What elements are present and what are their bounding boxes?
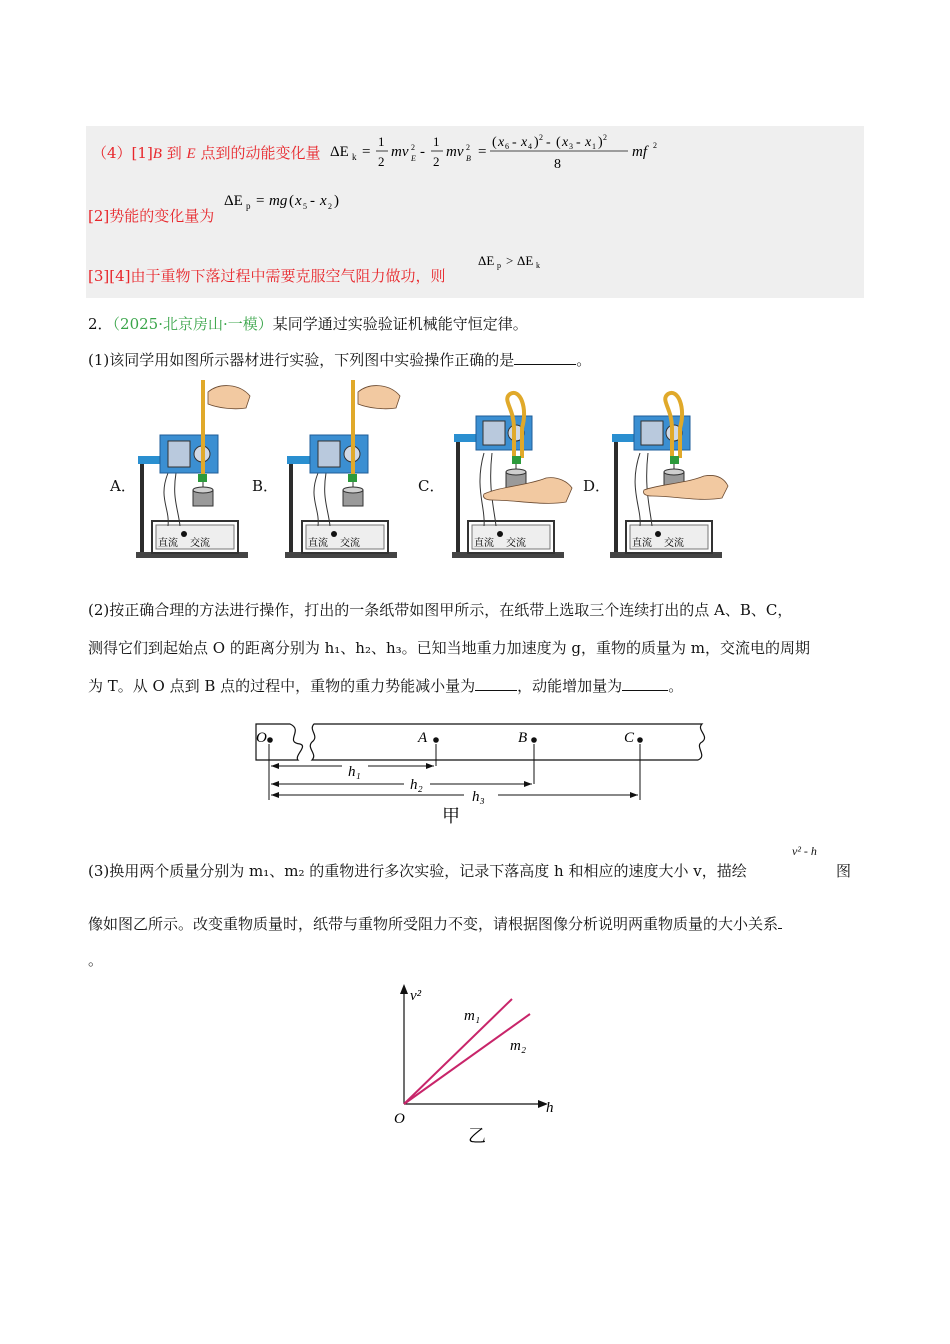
svg-text:x: x	[498, 135, 505, 150]
svg-text:1: 1	[378, 134, 385, 149]
length-h2: h₂	[410, 777, 423, 793]
svg-text:5: 5	[303, 202, 307, 211]
length-h3: h₃	[472, 789, 485, 805]
svg-text:交流: 交流	[190, 538, 210, 549]
answer-line-2-text: [2]势能的变化量为	[88, 207, 215, 225]
svg-text:交流: 交流	[340, 538, 360, 549]
point-a: A	[418, 730, 428, 746]
svg-text:p: p	[246, 201, 251, 211]
point-c: C	[624, 730, 635, 746]
svg-text:mf: mf	[632, 144, 647, 160]
potential-energy-formula	[222, 188, 362, 214]
part-2-line-2: 测得它们到起始点 O 的距离分别为 h₁、h₂、h₃。已知当地重力加速度为 g，重物的质量为 m，交流电的周期	[88, 639, 810, 657]
question-2-header	[88, 314, 528, 334]
part-3-line-1a: (3)换用两个质量分别为 m₁、m₂ 的重物进行多次实验，记录下落高度 h 和相应的速度大小 v，描绘	[88, 862, 747, 880]
option-c-label: C．	[418, 477, 445, 495]
apparatus-figure-d	[604, 378, 734, 563]
graph-caption: 乙	[468, 1126, 486, 1146]
svg-text:1: 1	[433, 134, 440, 149]
svg-text:-: -	[576, 135, 581, 150]
tape-caption: 甲	[442, 806, 460, 826]
svg-text:ΔE: ΔE	[330, 144, 349, 160]
svg-text:): )	[334, 193, 339, 209]
point-b: B	[518, 730, 528, 746]
paper-tape-figure	[250, 716, 710, 830]
point-b-label: B	[152, 146, 162, 162]
svg-text:2: 2	[433, 154, 440, 169]
svg-text:交流: 交流	[664, 538, 684, 549]
part-1-end: 。	[576, 351, 592, 369]
svg-text:p: p	[497, 261, 501, 270]
svg-text:-: -	[546, 135, 551, 150]
svg-text:直流: 直流	[158, 538, 178, 549]
apparatus-figure-b	[284, 378, 410, 563]
svg-text:-: -	[310, 193, 315, 209]
option-b-label: B．	[252, 477, 279, 495]
v2-h-graph	[380, 978, 580, 1148]
svg-text:2: 2	[466, 143, 470, 152]
point-o: O	[256, 730, 267, 746]
series-m1-line	[404, 999, 512, 1104]
part-1-answer-blank[interactable]	[514, 350, 576, 365]
answer-line-1-mid: 到	[161, 144, 187, 162]
origin-label: O	[394, 1111, 405, 1127]
answer-line-1-prefix: （4）[1]	[92, 144, 153, 162]
svg-text:k: k	[536, 261, 540, 270]
svg-text:(: (	[556, 135, 561, 150]
svg-text:x: x	[320, 193, 327, 209]
part-2-line-1: (2)按正确合理的方法进行操作，打出的一条纸带如图甲所示，在纸带上选取三个连续打出的点 A、B、C，	[88, 601, 793, 619]
part-3-line-2-text: 像如图乙所示。改变重物质量时，纸带与重物所受阻力不变，请根据图像分析说明两重物质量的大小关系	[88, 915, 779, 933]
v2-h-graph-label: v² - h	[792, 844, 817, 858]
svg-text:): )	[534, 135, 539, 150]
svg-text:x: x	[585, 135, 592, 150]
svg-text:x: x	[562, 135, 569, 150]
svg-text:=: =	[256, 193, 265, 209]
svg-text:): )	[598, 135, 603, 150]
question-number: 2．	[88, 315, 113, 333]
svg-text:1: 1	[592, 142, 596, 151]
svg-text:mg: mg	[269, 193, 288, 209]
svg-text:8: 8	[554, 157, 561, 172]
apparatus-figure-c	[446, 378, 576, 563]
svg-text:交流: 交流	[506, 538, 526, 549]
point-e-label: E	[186, 146, 196, 162]
svg-text:=: =	[478, 144, 487, 160]
y-axis-label: v²	[410, 988, 422, 1004]
option-d-label: D．	[583, 477, 611, 495]
svg-text:2: 2	[603, 133, 607, 142]
part-1-text	[88, 350, 591, 370]
series-m2-line	[404, 1014, 530, 1104]
svg-text:E: E	[411, 154, 416, 163]
answer-line-1	[92, 143, 320, 164]
question-stem: 某同学通过实验验证机械能守恒定律。	[272, 315, 528, 333]
x-axis-label: h	[546, 1100, 554, 1116]
part-3-line-1	[88, 861, 747, 881]
svg-text:2: 2	[653, 141, 657, 150]
length-h1: h₁	[348, 764, 361, 780]
energy-comparison-formula	[476, 250, 556, 272]
svg-text:=: =	[362, 144, 371, 160]
svg-text:6: 6	[505, 142, 509, 151]
part-2-line-3b: ，动能增加量为	[517, 677, 623, 695]
svg-text:直流: 直流	[632, 538, 652, 549]
answer-line-1-text: 点到的动能变化量	[195, 144, 321, 162]
part-3-line-2	[88, 914, 782, 934]
part-2-line-3c: 。	[668, 677, 684, 695]
svg-text:ΔE: ΔE	[224, 193, 243, 209]
part-1-prompt: (1)该同学用如图所示器材进行实验，下列图中实验操作正确的是	[88, 351, 515, 369]
potential-energy-blank[interactable]	[475, 676, 517, 691]
svg-text:2: 2	[328, 202, 332, 211]
svg-text:-: -	[512, 135, 517, 150]
svg-text:2: 2	[539, 133, 543, 142]
svg-text:B: B	[466, 154, 471, 163]
svg-text:ΔE: ΔE	[517, 253, 534, 268]
part-3-line-1b: 图	[836, 862, 852, 880]
svg-text:直流: 直流	[474, 538, 494, 549]
part-2-line-3a: 为 T。从 O 点到 B 点的过程中，重物的重力势能减小量为	[88, 677, 476, 695]
series-m1-label: m₁	[464, 1008, 481, 1024]
y-axis-arrow	[400, 984, 408, 994]
svg-text:(: (	[492, 135, 497, 150]
part-2-line-3	[88, 676, 683, 696]
svg-text:>: >	[506, 253, 514, 268]
part-3-line-3: 。	[88, 951, 104, 969]
svg-text:4: 4	[528, 142, 532, 151]
svg-text:ΔE: ΔE	[478, 253, 495, 268]
svg-text:2: 2	[411, 143, 415, 152]
svg-text:-: -	[420, 144, 425, 160]
mass-relation-blank[interactable]	[778, 914, 782, 929]
option-a-label: A．	[110, 477, 136, 495]
kinetic-energy-formula	[328, 128, 668, 176]
svg-text:mv: mv	[446, 144, 464, 160]
svg-text:x: x	[295, 193, 302, 209]
svg-text:mv: mv	[391, 144, 409, 160]
series-m2-label: m₂	[510, 1038, 527, 1054]
apparatus-figure-a	[128, 378, 254, 563]
svg-text:(: (	[289, 193, 294, 209]
question-source: （2025·北京房山·一模）	[112, 315, 273, 333]
svg-text:直流: 直流	[308, 538, 328, 549]
svg-text:k: k	[352, 152, 357, 162]
svg-text:3: 3	[569, 142, 573, 151]
svg-text:x: x	[521, 135, 528, 150]
answer-line-3-text: [3][4]由于重物下落过程中需要克服空气阻力做功，则	[88, 267, 446, 285]
svg-text:2: 2	[378, 154, 385, 169]
kinetic-energy-blank[interactable]	[622, 676, 668, 691]
